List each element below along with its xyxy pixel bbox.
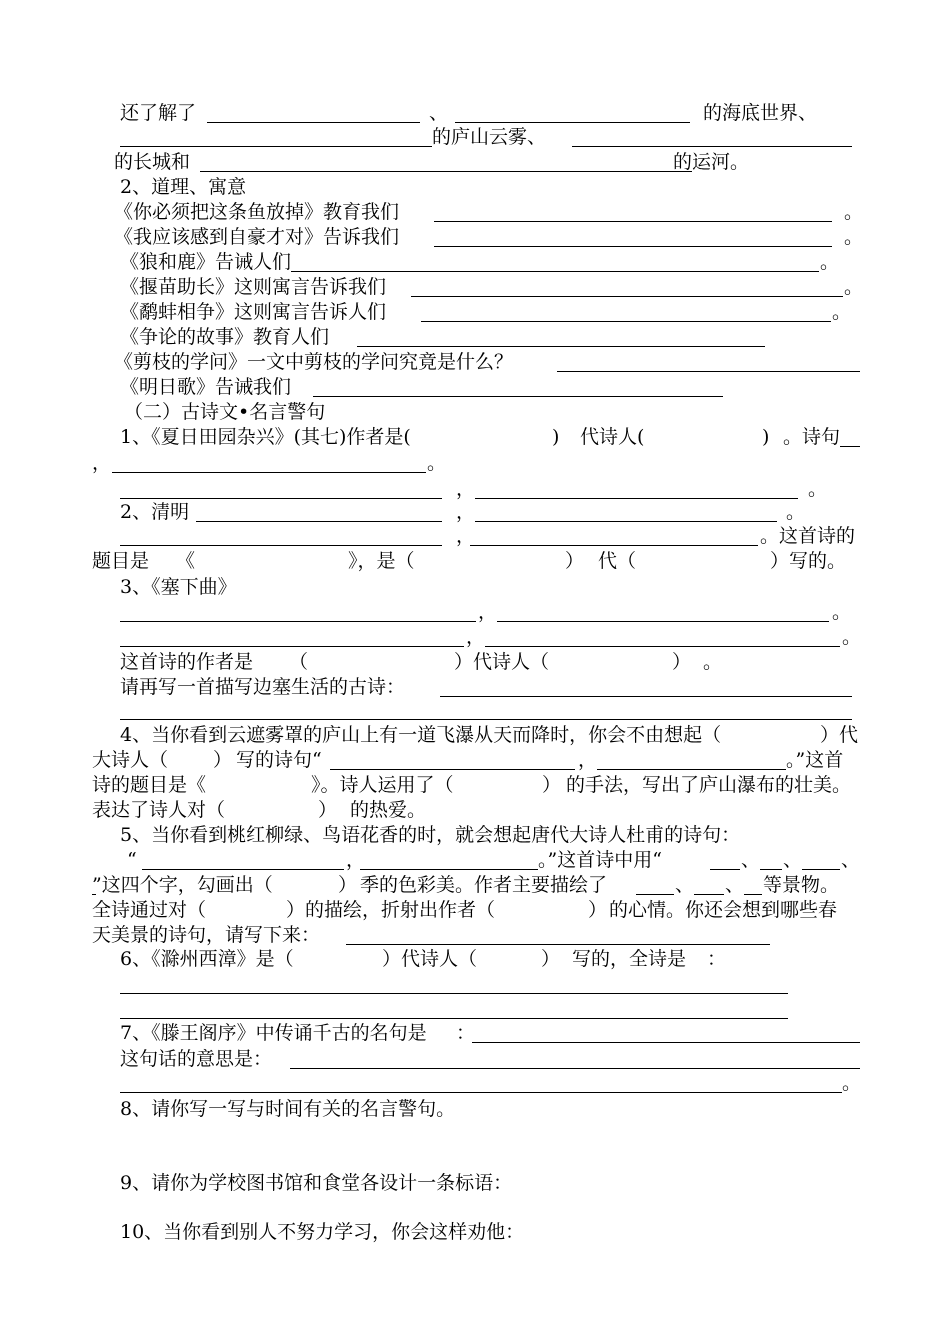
answer-line: [0, 697, 950, 723]
line-text: 、: [725, 874, 745, 896]
line-text: ）: [542, 774, 562, 796]
question-wolf-deer: [0, 249, 950, 275]
answer-blank[interactable]: [411, 296, 843, 297]
question-7-tengwang: [0, 1020, 950, 1046]
question-3-saixia: [0, 574, 950, 600]
line-text: 表达了诗人对（: [92, 799, 226, 821]
line-text: ）: [213, 749, 233, 771]
question-4-lushan: [0, 722, 950, 748]
line-text: 的庐山云雾、: [432, 126, 547, 148]
answer-line: [0, 872, 950, 898]
question-1-summer-poem: [0, 424, 950, 450]
line-text: 的运河。: [673, 151, 750, 173]
answer-blank[interactable]: [360, 869, 538, 870]
line-text: 。: [844, 201, 864, 223]
answer-blank[interactable]: [744, 894, 762, 895]
line-text: 的心情。你还会想到哪些春: [609, 899, 838, 921]
line-text: 7、《滕王阁序》中传诵千古的名句是: [120, 1022, 427, 1044]
answer-blank[interactable]: [346, 944, 770, 945]
answer-line: [0, 897, 950, 923]
line-text: 《揠苗助长》这则寓言告诉我们: [120, 276, 387, 298]
line-text: ）: [318, 799, 338, 821]
author-line: [0, 649, 950, 675]
line-text: （: [289, 651, 309, 673]
line-text: 的手法，写出了庐山瀑布的壮美。: [566, 774, 852, 796]
line-text: 1、《夏日田园杂兴》(其七)作者是(: [120, 426, 411, 448]
answer-blank[interactable]: [475, 521, 777, 522]
answer-blank[interactable]: [120, 719, 852, 720]
line-text: ）: [672, 651, 692, 673]
answer-blank[interactable]: [710, 869, 740, 870]
line-text: 。: [808, 478, 828, 500]
answer-blank[interactable]: [120, 146, 432, 147]
line-text: ）: [588, 899, 608, 921]
line-text: ，: [466, 626, 486, 648]
line-text: 的热爱。: [350, 799, 427, 821]
line-text: 全诗通过对（: [92, 899, 207, 921]
line-text: ，: [92, 452, 112, 474]
answer-blank[interactable]: [802, 869, 840, 870]
line-text: 8、请你写一写与时间有关的名言警句。: [120, 1098, 456, 1120]
line-text: 。: [703, 651, 723, 673]
line-text: ，: [578, 749, 598, 771]
line-text: 4、当你看到云遮雾罩的庐山上有一道飞瀑从天而降时，你会不由想起（: [120, 724, 722, 746]
answer-blank[interactable]: [290, 1068, 860, 1069]
spring-poem-line: [0, 922, 950, 948]
line-text: 。: [842, 626, 862, 648]
line-text: ）代: [820, 724, 859, 746]
line-text: ): [552, 426, 560, 448]
question-6-chuzhou: [0, 946, 950, 972]
line-text: 。: [842, 1072, 862, 1094]
line-text: 的描绘，折射出作者（: [305, 899, 496, 921]
line-text: 。: [427, 452, 447, 474]
line-text: 这首诗的作者是: [120, 651, 254, 673]
answer-blank[interactable]: [455, 122, 690, 123]
question-fish: [0, 199, 950, 225]
line-text: ）: [338, 874, 358, 896]
line-text: 2、清明: [120, 501, 190, 523]
answer-blank[interactable]: [470, 545, 758, 546]
line-text: 9、请你为学校图书馆和食堂各设计一条标语：: [120, 1172, 513, 1194]
answer-line: [0, 1070, 950, 1096]
question-tomorrow-song: [0, 374, 950, 400]
line-text: ，: [456, 525, 476, 547]
answer-blank[interactable]: [120, 545, 442, 546]
answer-line: [0, 523, 950, 549]
answer-blank[interactable]: [357, 346, 765, 347]
line-text: 写的诗句“: [236, 749, 322, 771]
answer-blank[interactable]: [291, 271, 819, 272]
line-text: ）: [286, 899, 306, 921]
line-text: 《我应该感到自豪才对》告诉我们: [114, 226, 400, 248]
answer-blank[interactable]: [200, 171, 692, 172]
answer-blank[interactable]: [142, 869, 344, 870]
line-text: 季的色彩美。作者主要描绘了: [360, 874, 608, 896]
answer-line: [0, 797, 950, 823]
answer-blank[interactable]: [120, 1018, 788, 1019]
line-text: 等景物。: [763, 874, 840, 896]
line-text: 。这首诗的: [760, 525, 856, 547]
line-text: 》。诗人运用了（: [311, 774, 454, 796]
answer-line: [0, 971, 950, 997]
meaning-line: [0, 1046, 950, 1072]
answer-blank[interactable]: [636, 894, 674, 895]
line-text: 《明日歌》告诫我们: [120, 376, 292, 398]
answer-blank[interactable]: [485, 646, 840, 647]
answer-blank[interactable]: [472, 1042, 860, 1043]
line-text: 这句话的意思是：: [120, 1048, 273, 1070]
line-text: ）: [541, 948, 561, 970]
line-text: 天美景的诗句，请写下来：: [92, 924, 321, 946]
line-text: ：: [456, 1022, 476, 1044]
answer-blank[interactable]: [112, 472, 426, 473]
poem-title-line: [0, 548, 950, 574]
line-text: ）: [565, 550, 585, 572]
question-snipe-clam: [0, 299, 950, 325]
answer-line: [0, 624, 950, 650]
answer-blank[interactable]: [421, 321, 831, 322]
line-text: 的长城和: [114, 151, 191, 173]
line-text: 。: [820, 251, 840, 273]
answer-line: [0, 450, 950, 476]
line-text: 5、当你看到桃红柳绿、鸟语花香的时，就会想起唐代大诗人杜甫的诗句：: [120, 824, 741, 846]
answer-blank[interactable]: [572, 146, 852, 147]
line-text: 《剪枝的学问》一文中剪枝的学问究竟是什么？: [114, 351, 514, 373]
line-text: 《: [176, 550, 196, 572]
line-text: 《鹬蚌相争》这则寓言告诉人们: [120, 301, 387, 323]
line-text: ”这四个字，勾画出（: [92, 874, 273, 896]
line-great-wall: [0, 149, 950, 175]
line-text: 的海底世界、: [703, 102, 818, 124]
line-text: 》，是（: [348, 550, 415, 572]
question-2-qingming: [0, 499, 950, 525]
answer-line: [0, 772, 950, 798]
line-text: 请再写一首描写边塞生活的古诗：: [120, 676, 406, 698]
line-text: 题目是: [92, 550, 150, 572]
line-text: ）代诗人（: [382, 948, 478, 970]
answer-line: [0, 996, 950, 1022]
answer-line: [0, 847, 950, 873]
answer-blank[interactable]: [120, 646, 464, 647]
answer-blank[interactable]: [120, 993, 788, 994]
line-text: 。: [844, 226, 864, 248]
question-proud: [0, 224, 950, 250]
line-text: 。: [832, 301, 852, 323]
line-text: ：: [707, 948, 727, 970]
line-text: 10、当你看到别人不努力学习，你会这样劝他：: [120, 1221, 525, 1243]
answer-blank[interactable]: [760, 869, 782, 870]
line-text: 。: [832, 601, 852, 623]
line-text: 、: [675, 874, 695, 896]
answer-blank[interactable]: [207, 122, 420, 123]
line-text: 。诗句: [783, 426, 841, 448]
answer-blank[interactable]: [557, 371, 860, 372]
answer-blank[interactable]: [313, 396, 723, 397]
line-text: 。: [786, 501, 806, 523]
section-heading: [0, 174, 950, 200]
question-5-dufu: [0, 822, 950, 848]
answer-blank[interactable]: [434, 221, 832, 222]
line-text: 写的，全诗是: [572, 948, 687, 970]
question-8-time-quote: [0, 1096, 950, 1122]
line-text: ，: [456, 501, 476, 523]
question-argument: [0, 324, 950, 350]
line-text: ）代诗人（: [454, 651, 550, 673]
question-seedlings: [0, 274, 950, 300]
line-text: 《狼和鹿》告诫人们: [120, 251, 292, 273]
question-10-persuade: [0, 1219, 950, 1245]
answer-blank[interactable]: [840, 446, 860, 447]
line-text: 3、《塞下曲》: [120, 576, 237, 598]
line-text: 、: [741, 849, 761, 871]
line-text: 。”这首诗中用“: [538, 849, 662, 871]
line-text: 2、道理、寓意: [120, 176, 247, 198]
section-heading: [0, 399, 950, 425]
line-text: 诗的题目是《: [92, 774, 207, 796]
answer-line: [0, 599, 950, 625]
answer-blank[interactable]: [597, 769, 786, 770]
line-text: 《争论的故事》教育人们: [120, 326, 330, 348]
line-text: ): [762, 426, 770, 448]
answer-blank[interactable]: [196, 521, 442, 522]
answer-blank[interactable]: [120, 1092, 842, 1093]
answer-blank[interactable]: [120, 621, 476, 622]
line-text: 还了解了: [120, 102, 197, 124]
line-text: 代（: [598, 550, 637, 572]
line-marine-world: [0, 100, 950, 126]
line-text: “: [127, 849, 137, 871]
answer-blank[interactable]: [497, 621, 829, 622]
question-pruning: [0, 349, 950, 375]
line-text: ）写的。: [770, 550, 847, 572]
line-text: 、: [841, 849, 861, 871]
line-text: ，: [456, 478, 476, 500]
line-text: 。”这首: [786, 749, 844, 771]
line-text: 、: [783, 849, 803, 871]
line-text: 6、《滁州西漳》是（: [120, 948, 294, 970]
question-9-slogan: [0, 1170, 950, 1196]
line-lushan-clouds: [0, 124, 950, 150]
line-text: 大诗人（: [92, 749, 169, 771]
line-text: 、: [429, 102, 449, 124]
line-text: （二）古诗文•名言警句: [124, 401, 326, 423]
answer-blank[interactable]: [330, 769, 575, 770]
line-text: ，: [478, 601, 498, 623]
line-text: ，: [346, 849, 366, 871]
answer-blank[interactable]: [434, 246, 832, 247]
line-text: 。: [844, 276, 864, 298]
answer-line: [0, 747, 950, 773]
line-text: 代诗人(: [580, 426, 645, 448]
line-text: 《你必须把这条鱼放掉》教育我们: [114, 201, 400, 223]
answer-blank[interactable]: [694, 894, 724, 895]
